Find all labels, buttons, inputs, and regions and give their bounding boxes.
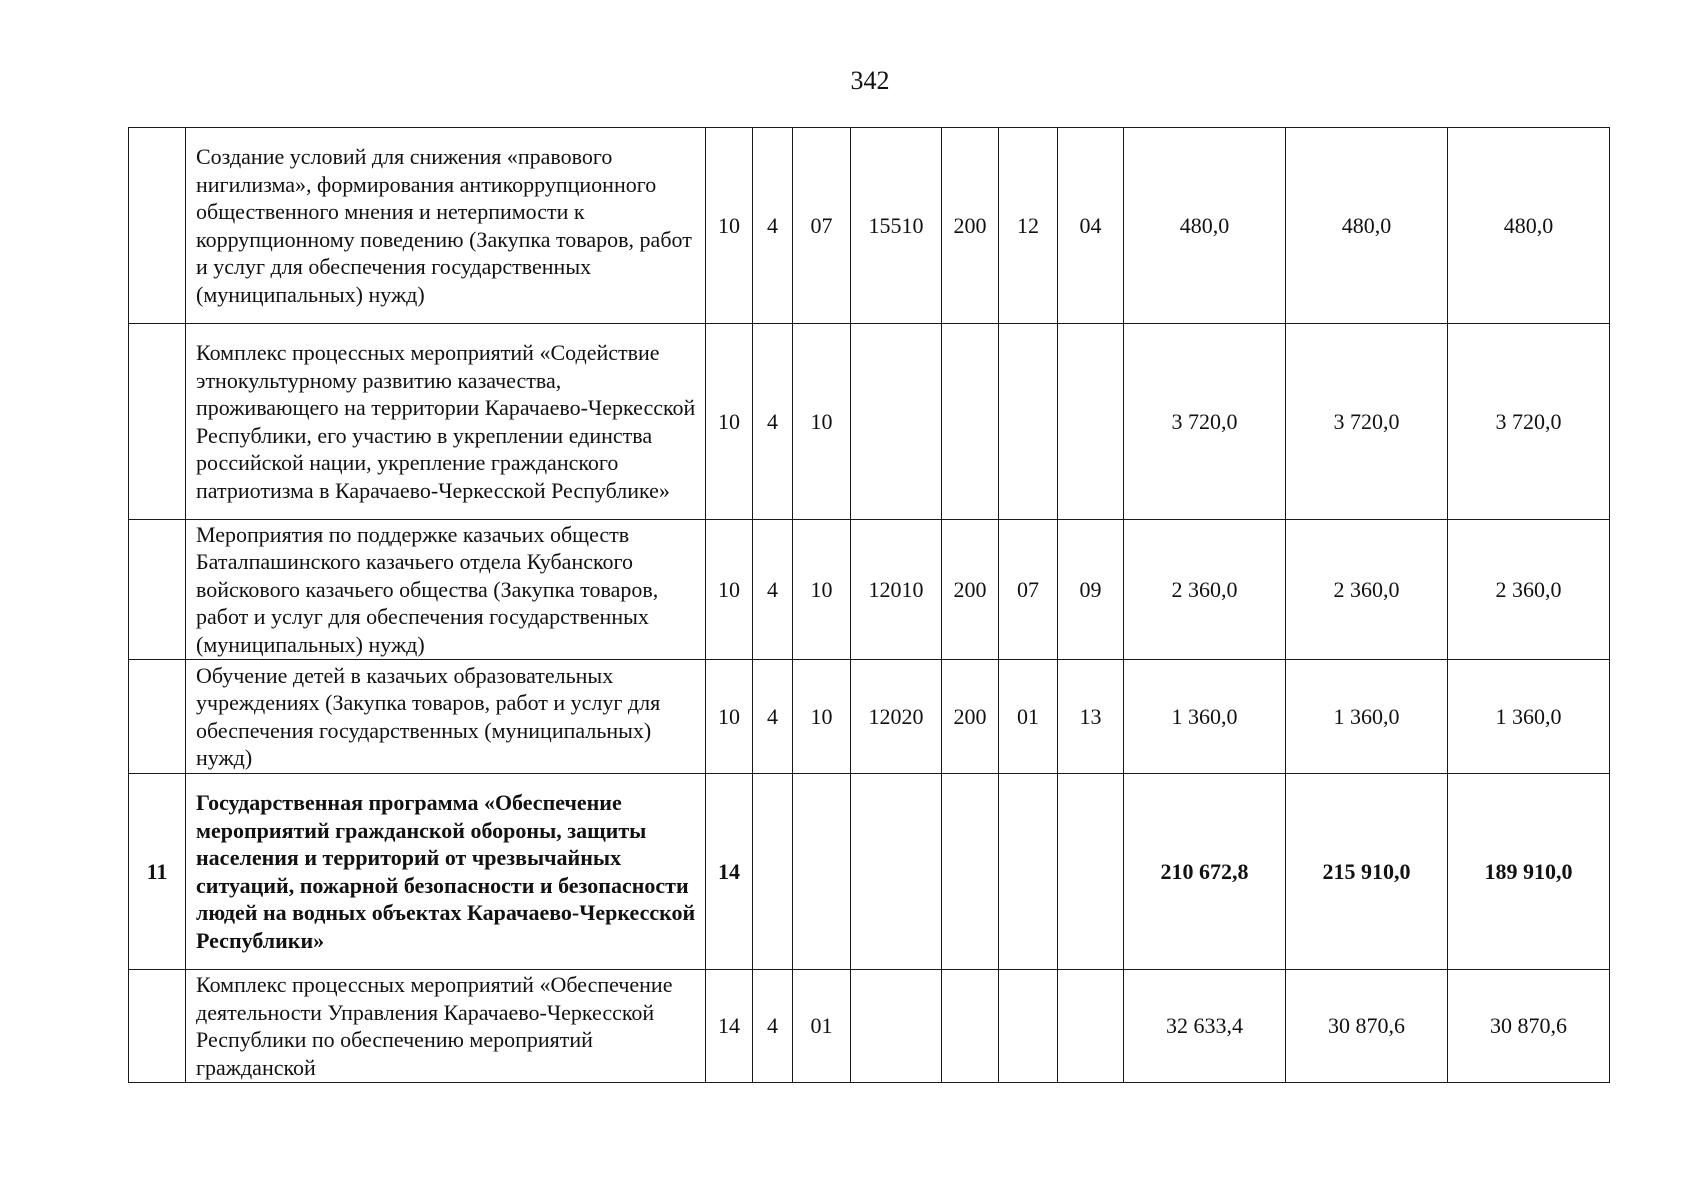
amount-cell: 2 360,0 bbox=[1286, 520, 1448, 660]
code-cell: 10 bbox=[706, 128, 753, 324]
row-number: 11 bbox=[129, 774, 186, 970]
amount-cell: 480,0 bbox=[1124, 128, 1286, 324]
row-number bbox=[129, 128, 186, 324]
table-row bbox=[129, 520, 1610, 660]
code-cell: 14 bbox=[706, 774, 753, 970]
code-cell: 10 bbox=[706, 520, 753, 660]
amount-cell: 1 360,0 bbox=[1448, 660, 1610, 774]
code-cell: 01 bbox=[793, 970, 851, 1083]
code-cell: 04 bbox=[1058, 128, 1124, 324]
amount-cell: 2 360,0 bbox=[1448, 520, 1610, 660]
row-name: Мероприятия по поддержке казачьих обществ Баталпашинского казачьего отдела Кубанского войскового казачьего общества (Закупка товаров, работ и услуг для обеспечения государственных (муниципальных) нужд) bbox=[186, 520, 706, 660]
code-cell bbox=[942, 970, 999, 1083]
code-cell bbox=[1058, 774, 1124, 970]
amount-cell: 210 672,8 bbox=[1124, 774, 1286, 970]
amount-cell: 2 360,0 bbox=[1124, 520, 1286, 660]
table-row bbox=[129, 660, 1610, 774]
code-cell: 10 bbox=[793, 324, 851, 520]
amount-cell: 3 720,0 bbox=[1124, 324, 1286, 520]
amount-cell: 1 360,0 bbox=[1286, 660, 1448, 774]
row-name: Комплекс процессных мероприятий «Содействие этнокультурному развитию казачества, проживающего на территории Карачаево-Черкесской Республики, его участию в укреплении единства российской нации, укрепление гражданского патриотизма в Карачаево-Черкесской Республике» bbox=[186, 324, 706, 520]
code-cell bbox=[999, 324, 1058, 520]
code-cell bbox=[851, 774, 942, 970]
table-row-program bbox=[129, 774, 1610, 970]
code-cell: 14 bbox=[706, 970, 753, 1083]
code-cell: 200 bbox=[942, 660, 999, 774]
amount-cell: 189 910,0 bbox=[1448, 774, 1610, 970]
amount-cell: 3 720,0 bbox=[1286, 324, 1448, 520]
code-cell bbox=[999, 970, 1058, 1083]
code-cell: 10 bbox=[793, 520, 851, 660]
code-cell bbox=[942, 774, 999, 970]
code-cell: 4 bbox=[753, 128, 793, 324]
code-cell bbox=[851, 970, 942, 1083]
code-cell bbox=[1058, 324, 1124, 520]
code-cell: 12010 bbox=[851, 520, 942, 660]
amount-cell: 215 910,0 bbox=[1286, 774, 1448, 970]
amount-cell: 480,0 bbox=[1448, 128, 1610, 324]
code-cell: 200 bbox=[942, 128, 999, 324]
amount-cell: 30 870,6 bbox=[1286, 970, 1448, 1083]
code-cell: 12020 bbox=[851, 660, 942, 774]
code-cell: 07 bbox=[793, 128, 851, 324]
row-name: Государственная программа «Обеспечение мероприятий гражданской обороны, защиты населения и территорий от чрезвычайных ситуаций, пожарной безопасности и безопасности людей на водных объектах Карачаево-Черкесской Республики» bbox=[186, 774, 706, 970]
row-number bbox=[129, 970, 186, 1083]
budget-table bbox=[128, 127, 1610, 1083]
row-number bbox=[129, 520, 186, 660]
amount-cell: 3 720,0 bbox=[1448, 324, 1610, 520]
amount-cell: 30 870,6 bbox=[1448, 970, 1610, 1083]
code-cell: 09 bbox=[1058, 520, 1124, 660]
table-row bbox=[129, 970, 1610, 1083]
row-name: Обучение детей в казачьих образовательных учреждениях (Закупка товаров, работ и услуг для обеспечения государственных (муниципальных) нужд) bbox=[186, 660, 706, 774]
code-cell: 4 bbox=[753, 324, 793, 520]
code-cell bbox=[753, 774, 793, 970]
amount-cell: 480,0 bbox=[1286, 128, 1448, 324]
code-cell: 200 bbox=[942, 520, 999, 660]
code-cell: 07 bbox=[999, 520, 1058, 660]
code-cell bbox=[942, 324, 999, 520]
code-cell: 15510 bbox=[851, 128, 942, 324]
row-name: Создание условий для снижения «правового нигилизма», формирования антикоррупционного общественного мнения и нетерпимости к коррупционному поведению (Закупка товаров, работ и услуг для обеспечения государственных (муниципальных) нужд) bbox=[186, 128, 706, 324]
table-row bbox=[129, 324, 1610, 520]
code-cell: 13 bbox=[1058, 660, 1124, 774]
code-cell: 10 bbox=[706, 324, 753, 520]
row-number bbox=[129, 324, 186, 520]
page-number: 342 bbox=[850, 66, 890, 95]
code-cell bbox=[999, 774, 1058, 970]
code-cell bbox=[793, 774, 851, 970]
code-cell: 10 bbox=[793, 660, 851, 774]
code-cell: 01 bbox=[999, 660, 1058, 774]
row-name: Комплекс процессных мероприятий «Обеспечение деятельности Управления Карачаево-Черкесской Республики по обеспечению мероприятий гражданской bbox=[186, 970, 706, 1083]
code-cell bbox=[851, 324, 942, 520]
code-cell: 4 bbox=[753, 970, 793, 1083]
code-cell bbox=[1058, 970, 1124, 1083]
code-cell: 4 bbox=[753, 660, 793, 774]
code-cell: 12 bbox=[999, 128, 1058, 324]
amount-cell: 32 633,4 bbox=[1124, 970, 1286, 1083]
table-row bbox=[129, 128, 1610, 324]
code-cell: 4 bbox=[753, 520, 793, 660]
row-number bbox=[129, 660, 186, 774]
code-cell: 10 bbox=[706, 660, 753, 774]
amount-cell: 1 360,0 bbox=[1124, 660, 1286, 774]
